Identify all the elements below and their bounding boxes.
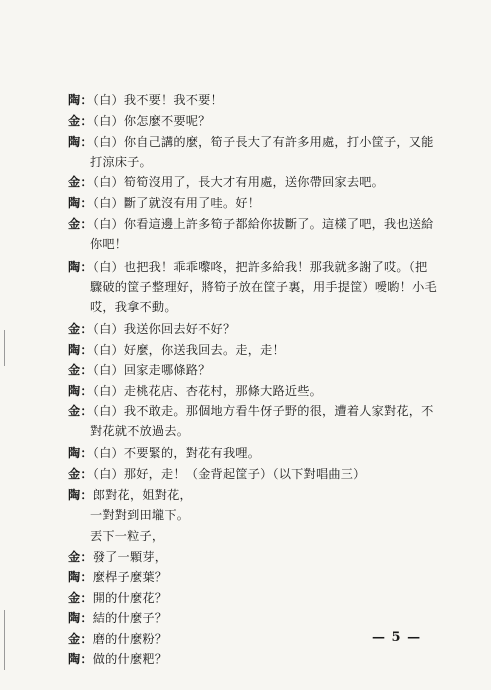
line-text: （白）那好，走！（金背起筐子）（以下對唱曲三）	[92, 467, 366, 481]
line-text: （白）好麼，你送我回去。走，走！	[92, 343, 285, 357]
line-text: 磨的什麼粉？	[92, 632, 168, 646]
dialogue-line	[68, 567, 167, 587]
dialogue-line	[68, 464, 366, 484]
speaker-label: 金：	[68, 404, 93, 418]
line-text: 你吧！	[90, 237, 128, 251]
continuation-line	[90, 234, 127, 254]
line-text: （白）也把我！乖乖嚟咚，把許多給我！那我就多謝了哎。（把	[92, 260, 428, 274]
speaker-label: 陶：	[68, 446, 93, 460]
speaker-label: 陶：	[68, 260, 93, 274]
line-text: 對花就不放過去。	[90, 424, 190, 438]
speaker-label: 陶：	[68, 384, 93, 398]
dialogue-line	[68, 214, 434, 234]
speaker-label: 金：	[68, 363, 93, 377]
line-text: （白）走桃花店、杏花村，那條大路近些。	[92, 384, 323, 398]
dialogue-line	[68, 401, 434, 421]
dialogue-line	[68, 381, 322, 401]
speaker-label: 金：	[68, 632, 93, 646]
dialogue-line	[68, 485, 192, 505]
continuation-line	[90, 277, 437, 297]
page-number: — 5 —	[372, 630, 422, 645]
speaker-label: 陶：	[68, 135, 93, 149]
speaker-label: 陶：	[68, 488, 93, 502]
speaker-label: 金：	[68, 114, 93, 128]
line-text: 結的什麼子？	[92, 611, 168, 625]
speaker-label: 金：	[68, 467, 93, 481]
line-text: （白）你自己講的麼，筍子長大了有許多用處，打小筐子，又能	[92, 135, 434, 149]
line-text: 哎，我拿不動。	[90, 300, 177, 314]
dialogue-line	[68, 360, 211, 380]
line-text: （白）不要緊的，對花有我哩。	[92, 446, 261, 460]
line-text: 打涼床子。	[90, 155, 152, 169]
dialogue-line	[68, 193, 260, 213]
dialogue-line	[68, 588, 167, 608]
line-text: （白）我送你回去好不好？	[92, 322, 236, 336]
dialogue-line	[68, 319, 235, 339]
line-text: （白）你怎麼不要呢？	[92, 114, 211, 128]
line-text: 開的什麼花？	[92, 591, 168, 605]
speaker-label: 陶：	[68, 611, 93, 625]
line-text: 一對對到田壠下。	[90, 508, 190, 522]
speaker-label: 金：	[68, 217, 93, 231]
speaker-label: 陶：	[68, 343, 93, 357]
line-text: 做的什麼粑？	[92, 652, 168, 666]
dialogue-line	[68, 340, 285, 360]
dialogue-line	[68, 172, 384, 192]
dialogue-line	[68, 547, 167, 567]
dialogue-line	[68, 111, 211, 131]
speaker-label: 陶：	[68, 570, 93, 584]
dialogue-line	[68, 132, 434, 152]
line-text: 郎對花，姐對花，	[92, 488, 192, 502]
speaker-label: 金：	[68, 175, 93, 189]
line-text: （白）回家走哪條路？	[92, 363, 211, 377]
dialogue-line	[68, 443, 260, 463]
speaker-label: 陶：	[68, 652, 93, 666]
line-text: （白）你看這邊上許多筍子都給你拔斷了。這樣了吧，我也送給	[92, 217, 434, 231]
line-text: （白）我不要！我不要！	[92, 93, 223, 107]
continuation-line	[90, 297, 177, 317]
speaker-label: 陶：	[68, 196, 93, 210]
dialogue-line	[68, 608, 167, 628]
continuation-line	[90, 421, 189, 441]
dialogue-line	[68, 257, 427, 277]
line-text: （白）我不敢走。那個地方看牛伢子野的很，遭着人家對花，不	[92, 404, 434, 418]
line-text: 麼桿子麼葉？	[92, 570, 168, 584]
speaker-label: 陶：	[68, 93, 93, 107]
speaker-label: 金：	[68, 550, 93, 564]
dialogue-line	[68, 629, 167, 649]
line-text: 發了一顆芽，	[92, 550, 168, 564]
margin-mark	[4, 330, 5, 366]
dialogue-line	[68, 90, 223, 110]
speaker-label: 金：	[68, 322, 93, 336]
line-text: （白）斷了就沒有用了哇。好！	[92, 196, 261, 210]
continuation-line	[90, 505, 189, 525]
dialogue-line	[68, 649, 167, 669]
line-text: 丟下一粒子，	[90, 529, 165, 543]
continuation-line	[90, 526, 164, 546]
margin-mark	[4, 610, 5, 670]
speaker-label: 金：	[68, 591, 93, 605]
line-text: 驟破的筐子整理好，將筍子放在筐子裏，用手提筐）噯喲！小毛	[90, 280, 437, 294]
line-text: （白）筍筍沒用了，長大才有用處，送你帶回家去吧。	[92, 175, 384, 189]
continuation-line	[90, 152, 152, 172]
